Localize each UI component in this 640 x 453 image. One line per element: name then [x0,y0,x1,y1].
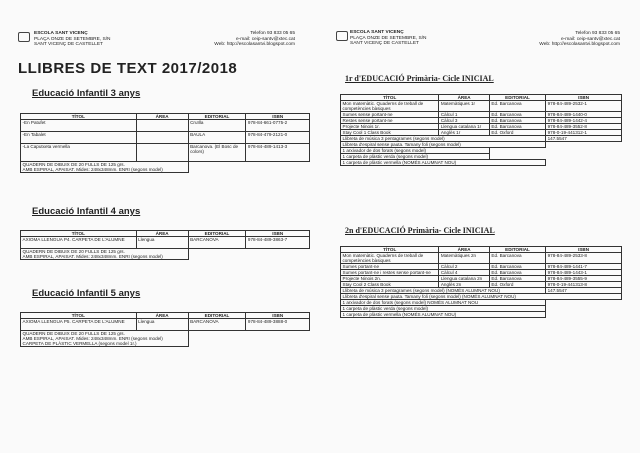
cell-isbn: 978-84-489-2532-1 [546,101,622,112]
cell-title: Projecte Ninois 1r. [341,124,439,130]
cell-editorial: Ed. Barcanova [489,264,545,270]
school-name: ESCOLA SANT VICENÇ [350,30,404,35]
school-contact-left [205,31,295,48]
note-line: 1 carpeta de plàstic vermella (NOMÉS ALUMNAT NOU) [341,160,546,166]
note-line: 1 arxivador de dos forats (segons model) NOMÉS ALUMNAT NOU [341,300,546,306]
school-street: PLAÇA ONZE DE SETEMBRE, S/N [34,36,111,42]
cell-editorial: Ed. Oxford [489,130,545,136]
col-area: ÀREA [439,95,490,101]
note-code: 147.5547 [546,288,622,294]
cell-title: Sumes portant-ne [341,264,439,270]
table-row [21,132,310,144]
school-phone: Telefon 93 833 05 65 [575,31,620,36]
table-row [341,101,622,112]
cell-area: Càlcul 1 [439,112,490,118]
notes-cell [21,249,189,260]
cell-editorial: BAULA [188,132,246,144]
col-title: TÍTOL [21,114,137,120]
col-isbn: ISBN [246,231,310,237]
note-line: 1 carpeta de plàstic vermella (NOMÉS ALUMNAT NOU) [341,312,546,318]
cell-title: AXIOMA LLENGUA P4. CARPETA DE L'ALUMNE [21,237,137,249]
col-area: ÀREA [136,231,188,237]
col-editorial: EDITORIAL [489,247,545,253]
col-isbn: ISBN [546,247,622,253]
cell-isbn: 978-84-661-0775-2 [246,120,310,132]
table-i4 [20,230,310,260]
note-line: QUADERN DE DIBUIX DE 20 FULLS DE 125 grs. [22,162,125,167]
col-title: TÍTOL [21,313,137,319]
col-area: ÀREA [136,114,188,120]
cell-title: Sumes sense portant-ne [341,112,439,118]
school-city: SANT VICENÇ DE CASTELLET [34,42,103,48]
section-heading-i3: Educació Infantil 3 anys [32,88,141,99]
notes-cell [21,162,189,173]
notes-row [21,249,310,260]
notes-cell [21,331,189,347]
cell-editorial: Ed. Barcanova [489,253,545,264]
col-isbn: ISBN [546,95,622,101]
notes-row [341,312,622,318]
cell-isbn: 978-84-489-1442-4 [546,118,622,124]
cell-area: Càlcul 4 [439,270,490,276]
cell-title: AXIOMA LLENGUA P5. CARPETA DE L'ALUMNE [21,319,137,331]
col-editorial: EDITORIAL [489,95,545,101]
page-title: LLIBRES DE TEXT 2017/2018 [18,60,238,77]
empty-cell [546,160,622,166]
table-row [21,319,310,331]
cell-isbn: 978-84-489-3888-0 [246,319,310,331]
cell-area: Llengua [136,319,188,331]
cell-isbn: 978-0-19-441312-1 [546,130,622,136]
section-heading-i4: Educació Infantil 4 anys [32,206,141,217]
school-web: Web: http://escolasantvi.blogspot.com [539,42,620,48]
cell-area: Llengua catalana 1r [439,124,490,130]
col-title: TÍTOL [21,231,137,237]
note-line: 1 carpeta de plàstic verda (segons model) [341,306,546,312]
empty-cell [546,312,622,318]
cell-editorial: Barcanova. (El Bosc de colors) [188,144,246,162]
school-address-left [34,31,111,48]
note-line: AMB ESPIRAL, APAISAT. Mides: 248x348mm. ENRI (segons model) [22,167,163,172]
cell-area: Anglès 1r [439,130,490,136]
note-line: 1 arxivador de dos forats (segons model) [341,148,490,154]
cell-area: Matemàtiques 1r [439,101,490,112]
col-isbn: ISBN [246,313,310,319]
cell-isbn: 978-84-489-2533-8 [546,253,622,264]
col-editorial: EDITORIAL [188,114,246,120]
note-line: Llibreta de música 3 pentagrames (segons model) (NOMÉS ALUMNAT NOU) [341,288,546,294]
cell-title: Mon matemàtic. Quaderns de treball de competències bàsiques [341,253,439,264]
section-heading-i5: Educació Infantil 5 anys [32,288,141,299]
notes-row [21,331,310,347]
note-code: 147.5547 [546,136,622,142]
cell-editorial: Cruïlla [188,120,246,132]
cell-isbn: 978-84-489-1443-1 [546,270,622,276]
cell-area: Anglès 2n [439,282,490,288]
col-title: TÍTOL [341,95,439,101]
empty-cell [188,331,309,347]
school-email: e-mail: ceip-santv@xtec.cat [561,36,620,42]
school-address-right [350,30,427,47]
school-logo-left [18,32,30,42]
cell-editorial: Ed. Barcanova [489,270,545,276]
note-line: Llibreta d'espiral sense pauta. Tamany foli (segons model) (NOMÉS ALUMNAT NOU) [341,294,622,300]
school-street: PLAÇA ONZE DE SETEMBRE, S/N [350,35,427,41]
cell-editorial: Ed. Barcanova [489,118,545,124]
cell-area [136,132,188,144]
cell-title: Stay Cool 2 Class Book [341,282,439,288]
col-editorial: EDITORIAL [188,313,246,319]
table-row [341,253,622,264]
cell-editorial: Ed. Barcanova [489,276,545,282]
table-row [21,120,310,132]
school-email: e-mail: ceip-santv@xtec.cat [236,36,295,42]
cell-editorial: Ed. Barcanova [489,124,545,130]
cell-isbn: 978-84-489-1440-0 [546,112,622,118]
table-row [21,144,310,162]
cell-isbn: 978-84-489-1441-7 [546,264,622,270]
cell-isbn: 978-84-489-3552-8 [546,124,622,130]
notes-row [341,160,622,166]
cell-isbn: 978-84-479-2121-0 [246,132,310,144]
cell-title: Sumes portant-ne i restes sense portant-ne [341,270,439,276]
note-line: Llibreta de música 3 pentagrames (segons model) [341,136,546,142]
school-logo-right [336,31,348,41]
cell-title: Restes sense portant-ne [341,118,439,124]
cell-editorial: Ed. Oxford [489,282,545,288]
col-area: ÀREA [439,247,490,253]
cell-title: -En Tabalet [21,132,137,144]
note-line: Llibreta d'espiral sense pauta. Tamany foli (segons model) [341,142,546,148]
notes-row [21,162,310,173]
cell-title: Projecte Ninois 2n. [341,276,439,282]
col-area: ÀREA [136,313,188,319]
school-phone: Telefon 93 833 05 65 [250,31,295,36]
cell-area: Llengua [136,237,188,249]
cell-isbn: 978-84-489-1413-3 [246,144,310,162]
note-line: AMB ESPIRAL, APAISAT. Mides: 248x348mm. ENRI (segons model) [22,254,163,259]
cell-title: Mon matemàtic. Quaderns de treball de competències bàsiques [341,101,439,112]
note-line: QUADERN DE DIBUIX DE 20 FULLS DE 125 grs. [22,331,125,336]
note-line: 1 carpeta de plàstic verda (segons model) [341,154,490,160]
col-editorial: EDITORIAL [188,231,246,237]
col-title: TÍTOL [341,247,439,253]
table-p1 [340,94,622,166]
cell-area [136,120,188,132]
section-heading-p1: 1r d'EDUCACIÓ Primària- Cicle INICIAL [345,74,494,83]
cell-isbn: 978-84-489-3555-9 [546,276,622,282]
cell-area: Càlcul 3 [439,118,490,124]
cell-isbn: 978-0-19-441313-8 [546,282,622,288]
note-line: QUADERN DE DIBUIX DE 20 FULLS DE 125 grs. [22,249,125,254]
table-i3 [20,113,310,173]
cell-title: Stay Cool 1 Class Book [341,130,439,136]
cell-area: Càlcul 2 [439,264,490,270]
empty-cell [188,162,309,173]
cell-editorial: BARCANOVA [188,237,246,249]
table-p2 [340,246,622,318]
table-row [21,237,310,249]
cell-editorial: Ed. Barcanova [489,101,545,112]
school-city: SANT VICENÇ DE CASTELLET [350,41,419,47]
note-line: AMB ESPIRAL, APAISAT. Mides: 248x348mm. ENRI (segons model) [22,336,163,341]
cell-area [136,144,188,162]
cell-title: -En Patufet [21,120,137,132]
cell-area: Matemàtiques 2n [439,253,490,264]
cell-editorial: BARCANOVA [188,319,246,331]
table-i5 [20,312,310,347]
note-line: CARPETA DE PLÀSTIC VERMELLA (segons model 1r.) [22,341,137,346]
cell-area: Llengua catalana 2n [439,276,490,282]
school-web: Web: http://escolasantvi.blogspot.com [214,42,295,48]
cell-title: -La Caputxeta vermella [21,144,137,162]
cell-editorial: Ed. Barcanova [489,112,545,118]
empty-cell [188,249,309,260]
section-heading-p2: 2n d'EDUCACIÓ Primària- Cicle INICIAL [345,226,495,235]
school-name: ESCOLA SANT VICENÇ [34,31,88,36]
cell-isbn: 978-84-489-3863-7 [246,237,310,249]
col-isbn: ISBN [246,114,310,120]
school-contact-right [520,31,620,48]
